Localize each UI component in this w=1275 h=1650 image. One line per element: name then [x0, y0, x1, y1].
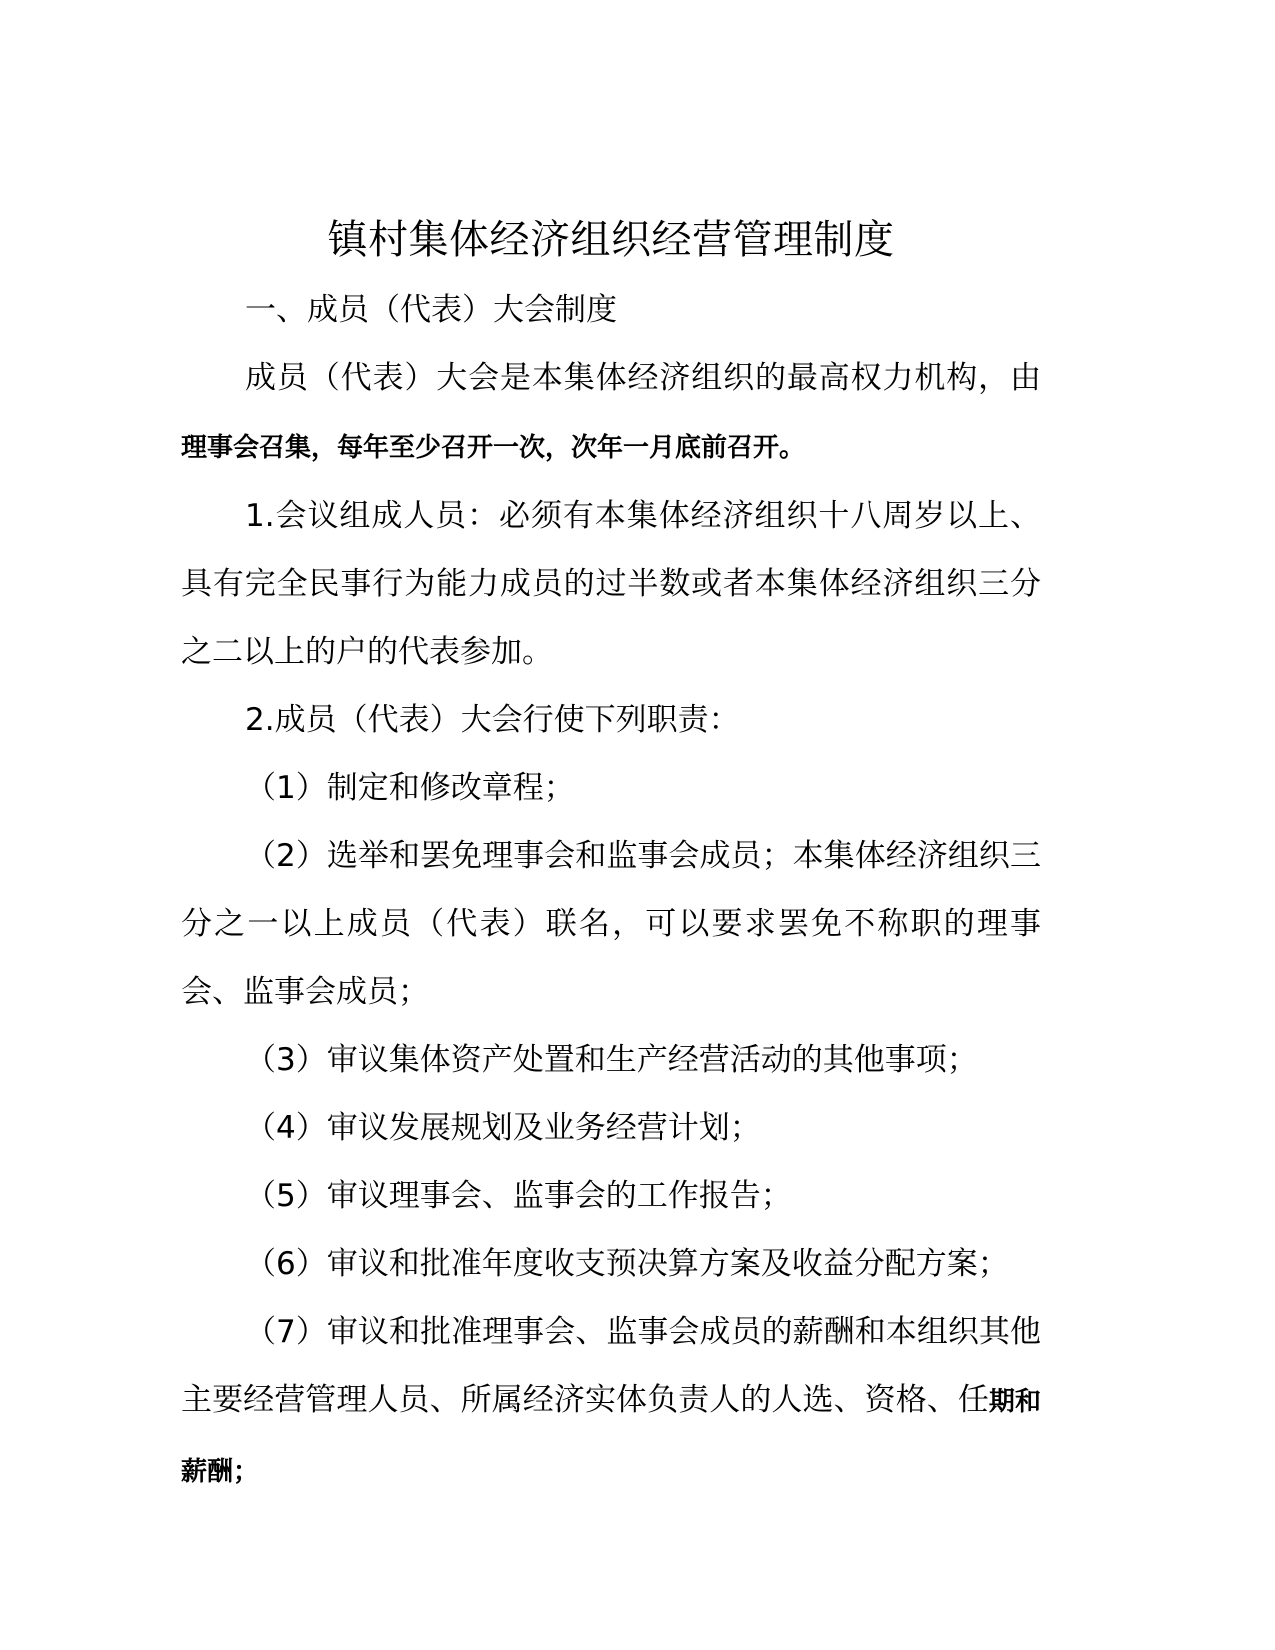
paragraph-text: （5）审议理事会、监事会的工作报告；	[245, 1178, 792, 1214]
document-page	[181, 212, 1041, 1506]
paragraph-text: （3）审议集体资产处置和生产经营活动的其他事项；	[245, 1042, 978, 1078]
list-item-duty-6	[181, 1230, 1041, 1298]
paragraph-assembly-definition	[181, 344, 1041, 482]
paragraph-text: 2.成员（代表）大会行使下列职责：	[245, 702, 740, 738]
paragraph-text: 1.会议组成人员：必须有本集体经济组织十八周岁以上、具有完全民事行为能力成员的过半数或者本集体经济组织三分之二以上的户的代表参加。	[181, 498, 1041, 670]
list-item-duty-1	[181, 754, 1041, 822]
paragraph-duties-intro	[181, 686, 1041, 754]
paragraph-bold-text: 期和薪酬；	[181, 1387, 1041, 1487]
list-item-duty-7	[181, 1298, 1041, 1506]
document-title: 镇村集体经济组织经营管理制度	[327, 217, 895, 263]
list-item-duty-4	[181, 1094, 1041, 1162]
list-item-duty-5	[181, 1162, 1041, 1230]
paragraph-text: （4）审议发展规划及业务经营计划；	[245, 1110, 761, 1146]
list-item-duty-2	[181, 822, 1041, 1026]
paragraph-text: 一、成员（代表）大会制度	[245, 292, 617, 328]
paragraph-text: 成员（代表）大会是本集体经济组织的最高权力机构，由	[245, 360, 1041, 396]
section-heading-member-assembly	[181, 276, 1041, 344]
paragraph-bold-text: 理事会召集，每年至少召开一次，次年一月底前召开。	[181, 433, 806, 463]
paragraph-text: （7）审议和批准理事会、监事会成员的薪酬和本组织其他主要经营管理人员、所属经济实体负责人的人选、资格、任	[181, 1314, 1041, 1418]
list-item-duty-3	[181, 1026, 1041, 1094]
paragraph-text: （6）审议和批准年度收支预决算方案及收益分配方案；	[245, 1246, 1009, 1282]
paragraph-meeting-members	[181, 482, 1041, 686]
paragraph-text: （1）制定和修改章程；	[245, 770, 575, 806]
paragraph-text: （2）选举和罢免理事会和监事会成员；本集体经济组织三分之一以上成员（代表）联名，可以要求罢免不称职的理事会、监事会成员；	[181, 838, 1041, 1010]
